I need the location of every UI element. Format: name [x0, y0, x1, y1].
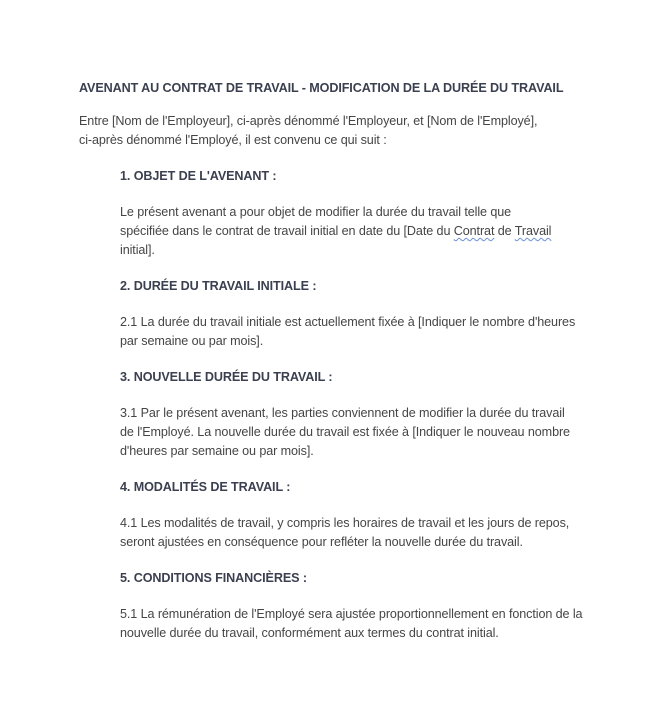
section-title: 5. CONDITIONS FINANCIÈRES :	[120, 571, 307, 585]
section-title: 1. OBJET DE L'AVENANT :	[120, 169, 277, 183]
section-body: 5.1 La rémunération de l'Employé sera ajustée proportionnellement en fonction de la nouvelle durée du travail, conformément aux termes du contrat initial.	[120, 607, 583, 640]
section-nouvelle-duree	[120, 368, 590, 461]
section-modalites	[120, 478, 590, 552]
section-body	[120, 203, 560, 260]
section-body: 3.1 Par le présent avenant, les parties conviennent de modifier la durée du travail de l'Employé. La nouvelle durée du travail est fixée à [Indiquer le nouveau nombre d'heures par semaine ou par mois].	[120, 406, 570, 458]
spellcheck-flagged-word[interactable]: Contrat	[453, 224, 495, 238]
section-duree-initiale	[120, 277, 590, 351]
section-title: 3. NOUVELLE DURÉE DU TRAVAIL :	[120, 370, 333, 384]
section-body: 2.1 La durée du travail initiale est actuellement fixée à [Indiquer le nombre d'heures par semaine ou par mois].	[120, 315, 576, 348]
document-page	[79, 79, 599, 643]
section-body-text: initial].	[120, 243, 155, 257]
section-body-text: de	[494, 224, 515, 238]
section-title: 4. MODALITÉS DE TRAVAIL :	[120, 480, 291, 494]
section-body-text: Le présent avenant a pour objet de modifier la durée du travail telle que spécifiée dans le contrat de travail initial en date du [Date du	[120, 205, 512, 238]
intro-line-1: Entre [Nom de l'Employeur], ci-après dénommé l'Employeur, et [Nom de l'Employé],	[79, 114, 538, 128]
section-conditions-financieres	[120, 569, 590, 643]
document-title: AVENANT AU CONTRAT DE TRAVAIL - MODIFICATION DE LA DURÉE DU TRAVAIL	[79, 81, 564, 95]
intro-line-2: ci-après dénommé l'Employé, il est convenu ce qui suit :	[79, 133, 387, 147]
intro-paragraph	[79, 112, 599, 150]
spellcheck-flagged-word[interactable]: Travail	[514, 224, 552, 238]
section-body: 4.1 Les modalités de travail, y compris les horaires de travail et les jours de repos, seront ajustées en conséquence pour refléter la nouvelle durée du travail.	[120, 516, 570, 549]
section-objet	[120, 167, 590, 260]
section-title: 2. DURÉE DU TRAVAIL INITIALE :	[120, 279, 317, 293]
